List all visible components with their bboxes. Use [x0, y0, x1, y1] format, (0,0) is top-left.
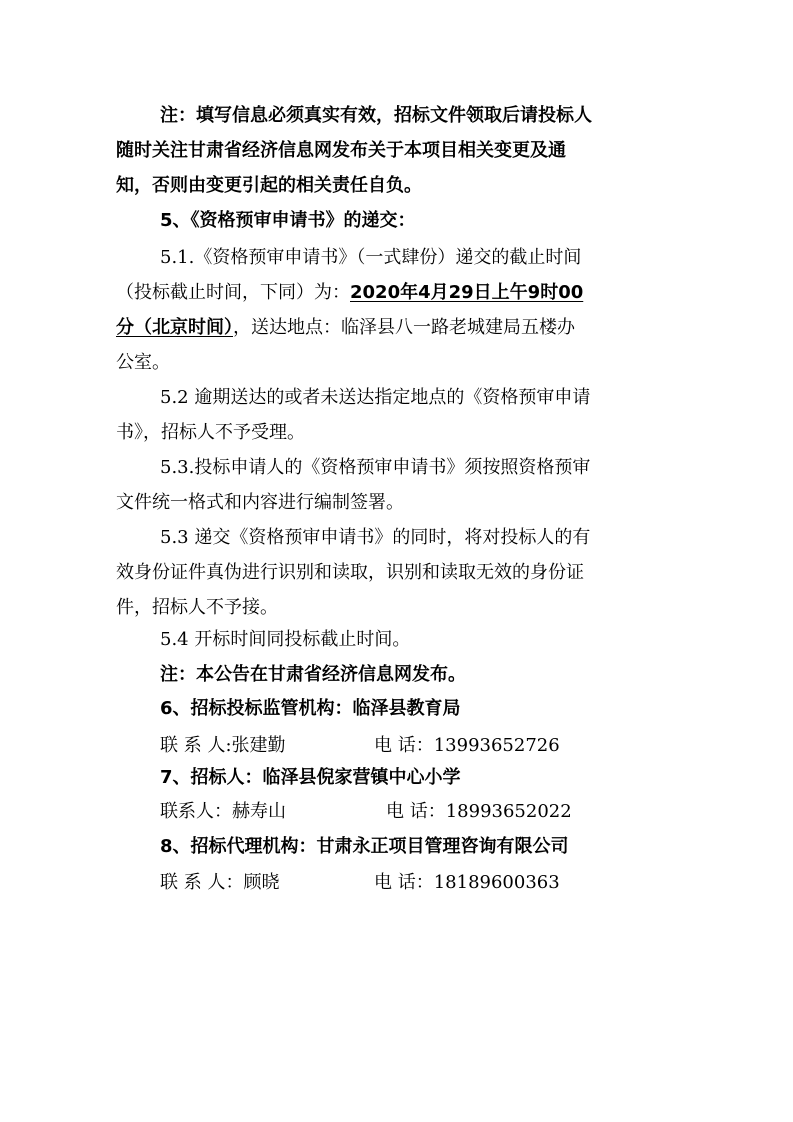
para-5-1-text: （投标截止时间，下同）为：	[116, 282, 350, 303]
section-5-heading: 5、《资格预审申请书》的递交：	[160, 210, 416, 231]
deadline-date: 2020年4月29日上午9时00	[350, 282, 584, 303]
para-5-1-line-1: 5.1.《资格预审申请书》（一式肆份）递交的截止时间	[160, 247, 582, 268]
section-6-contact: 联 系 人:张建勤	[160, 735, 286, 756]
para-5-3b-line-3: 件，招标人不予接。	[116, 597, 278, 618]
section-8-phone: 电 话：18189600363	[374, 872, 560, 893]
para-5-2-line-1: 5.2 逾期送达的或者未送达指定地点的《资格预审申请	[160, 387, 591, 408]
note-line-3: 知，否则由变更引起的相关责任自负。	[116, 175, 422, 196]
para-5-1-line-2	[116, 276, 676, 310]
para-5-3b-line-1: 5.3 递交《资格预审申请书》的同时，将对投标人的有	[160, 527, 591, 548]
para-5-4: 5.4 开标时间同投标截止时间。	[160, 629, 411, 650]
section-6-heading: 6、招标投标监管机构：临泽县教育局	[160, 698, 461, 719]
section-7-contact: 联系人：赫寿山	[160, 801, 286, 822]
para-5-3b-line-2: 效身份证件真伪进行识别和读取，识别和读取无效的身份证	[116, 562, 584, 583]
deadline-timezone: 分（北京时间）	[116, 317, 233, 338]
section-6-phone: 电 话：13993652726	[374, 735, 560, 756]
section-6-contact-row	[160, 729, 676, 763]
section-7-heading: 7、招标人：临泽县倪家营镇中心小学	[160, 767, 461, 788]
section-7-phone: 电 话：18993652022	[386, 801, 572, 822]
para-5-3-line-1: 5.3.投标申请人的《资格预审申请书》须按照资格预审	[160, 457, 591, 478]
note-line-2: 随时关注甘肃省经济信息网发布关于本项目相关变更及通	[116, 140, 566, 161]
para-5-1-line-4: 公室。	[116, 352, 170, 373]
note-publication: 注：本公告在甘肃省经济信息网发布。	[160, 664, 466, 685]
section-8-contact: 联 系 人：顾晓	[160, 872, 280, 893]
section-8-contact-row	[160, 866, 676, 900]
delivery-location: ，送达地点：临泽县八一路老城建局五楼办	[233, 317, 575, 338]
section-8-heading: 8、招标代理机构：甘肃永正项目管理咨询有限公司	[160, 836, 569, 857]
para-5-1-line-3	[116, 311, 676, 345]
para-5-2-line-2: 书》，招标人不予受理。	[116, 422, 305, 443]
note-line-1: 注：填写信息必须真实有效，招标文件领取后请投标人	[160, 105, 592, 126]
section-7-contact-row	[160, 795, 676, 829]
para-5-3-line-2: 文件统一格式和内容进行编制签署。	[116, 492, 404, 513]
